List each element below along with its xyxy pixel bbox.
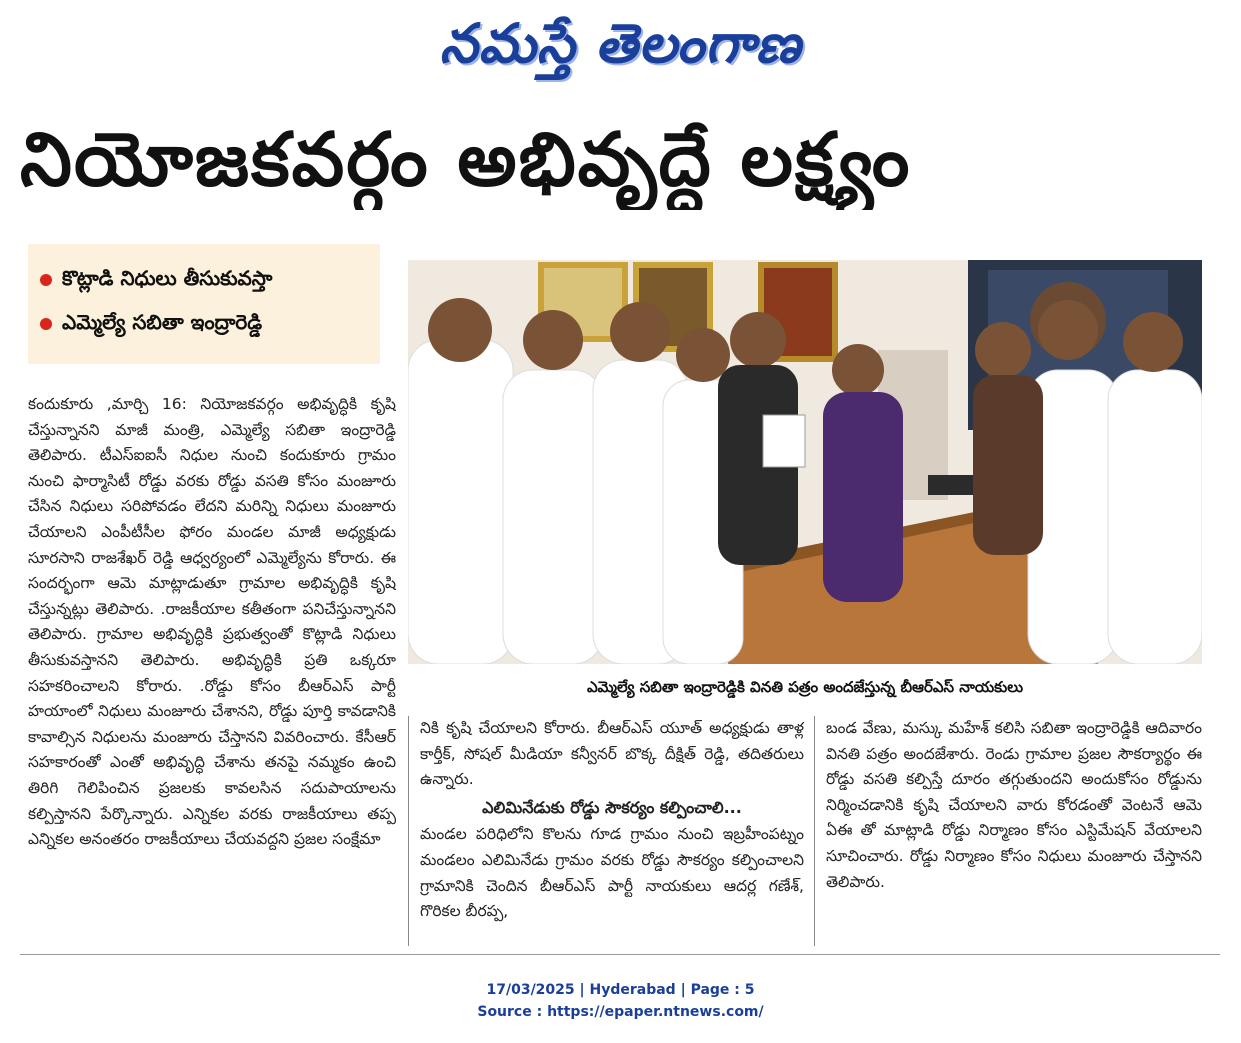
- article-column-1: కందుకూరు ,మార్చి 16: నియోజకవర్గం అభివృద్ధికి కృషి చేస్తున్నానని మాజీ మంత్రి, ఎమ్మెల్యే సబితా ఇంద్రారెడ్డి తెలిపారు. టీఎస్ఐఐసీ నిధుల నుంచి కందుకూరు గ్రామం నుంచి ఫార్మాసిటీ రోడ్డు వరకు రోడ్డు వసతి కోసం మంజూరు చేసిన నిధులు సరిపోవడం లేదని మరిన్ని నిధులు మంజూరు చేయాలని ఎంపీటీసీల ఫోరం మండల మాజీ అధ్యక్షుడు సూరసాని రాజశేఖర్ రెడ్డి ఆధ్వర్యంలో ఎమ్మెల్యేను కోరారు. ఈ సందర్భంగా ఆమె మాట్లాడుతూ గ్రామాల అభివృద్ధికి కృషి చేస్తున్నట్లు తెలిపారు. .రాజకీయాల కతీతంగా పనిచేస్తున్నానని తెలిపారు. గ్రామాల అభివృద్ధికి ప్రభుత్వంతో కొట్లాడి నిధులు తీసుకువస్తానని తెలిపారు. అభివృద్ధికి ప్రతి ఒక్కరూ సహకరించాలని కోరారు. .రోడ్డు కోసం బీఆర్ఎస్ పార్టీ హయాంలో నిధులు మంజూరు చేశానని, రోడ్డు పూర్తి కావడానికి కావాల్సిన నిధులను మంజూరు చేస్తానని వివరించారు. కేసీఆర్ సహకారంతో ఎంతో అభివృద్ధి చేశాను తనపై నమ్మకం ఉంచి తిరిగి గెలిపించిన ప్రజలకు కావలసిన సదుపాయాలను కల్పిస్తానని పేర్కొన్నారు. ఎన్నికల వరకు రాజకీయాలు తప్ప ఎన్నికల అనంతరం రాజకీయాలు చేయవద్దని ప్రజల సంక్షేమా: [28, 395, 396, 849]
- masthead-logo: [0, 2, 1241, 86]
- masthead-title: నమస్తే తెలంగాణ: [439, 12, 802, 75]
- headline: నియోజకవర్గం అభివృద్ధే లక్ష్యం: [20, 117, 912, 203]
- bottom-rule: [20, 954, 1220, 955]
- news-photo-illustration: [408, 260, 1202, 664]
- article-column-3: బండ వేణు, మస్కు మహేశ్ కలిసి సబితా ఇంద్రారెడ్డికి ఆదివారం వినతి పత్రం అందజేశారు. రెండు గ్రామాల ప్రజల సౌకర్యార్థం ఈ రోడ్డు వసతి కల్పిస్తే దూరం తగ్గుతుందని అందుకోసం రోడ్డును నిర్మించడానికి కృషి చేయాలని వారు కోరడంతో వెంటనే ఆమె ఏఈ తో మాట్లాడి రోడ్డు నిర్మాణం కోసం ఎస్టిమేషన్ వేయాలని సూచించారు. రోడ్డు నిర్మాణం కోసం నిధులు మంజూరు చేస్తానని తెలిపారు.: [826, 719, 1202, 891]
- footer-dateline: 17/03/2025 | Hyderabad | Page : 5: [486, 982, 755, 998]
- highlight-text: ఎమ్మెల్యే సబితా ఇంద్రారెడ్డి: [62, 309, 263, 334]
- article-subheading: ఎలిమినేడుకు రోడ్డు సౌకర్యం కల్పించాలి...: [482, 797, 742, 817]
- column-divider: [814, 716, 815, 946]
- highlight-text: కొట్లాడి నిధులు తీసుకువస్తా: [62, 265, 273, 290]
- column-divider: [408, 716, 409, 946]
- bullet-icon: [40, 274, 52, 286]
- highlights-box: [28, 244, 380, 364]
- footer-source: Source : https://epaper.ntnews.com/: [477, 1004, 764, 1020]
- bullet-icon: [40, 318, 52, 330]
- article-paragraph: మండల పరిధిలోని కొలను గూడ గ్రామం నుంచి ఇబ్రహీంపట్నం మండలం ఎలిమినేడు గ్రామం వరకు రోడ్డు సౌకర్యం కల్పించాలని గ్రామానికి చెందిన బీఆర్ఎస్ పార్టీ నాయకులు ఆదర్ల గణేశ్, గొరికల బీరప్ప,: [420, 825, 804, 921]
- highlight-item: [40, 258, 370, 302]
- highlight-item: [40, 302, 370, 346]
- photo-caption: ఎమ్మెల్యే సబితా ఇంద్రారెడ్డికి వినతి పత్రం అందజేస్తున్న బీఆర్ఎస్ నాయకులు: [586, 678, 1024, 696]
- news-photo: [408, 260, 1202, 664]
- article-paragraph: నికి కృషి చేయాలని కోరారు. బీఆర్ఎస్ యూత్ అధ్యక్షుడు తాళ్ల కార్తీక్, సోషల్ మీడియా కన్వీనర్ బొక్క దీక్షిత్ రెడ్డి, తదితరులు ఉన్నారు.: [420, 719, 804, 789]
- article-column-2: [420, 716, 804, 946]
